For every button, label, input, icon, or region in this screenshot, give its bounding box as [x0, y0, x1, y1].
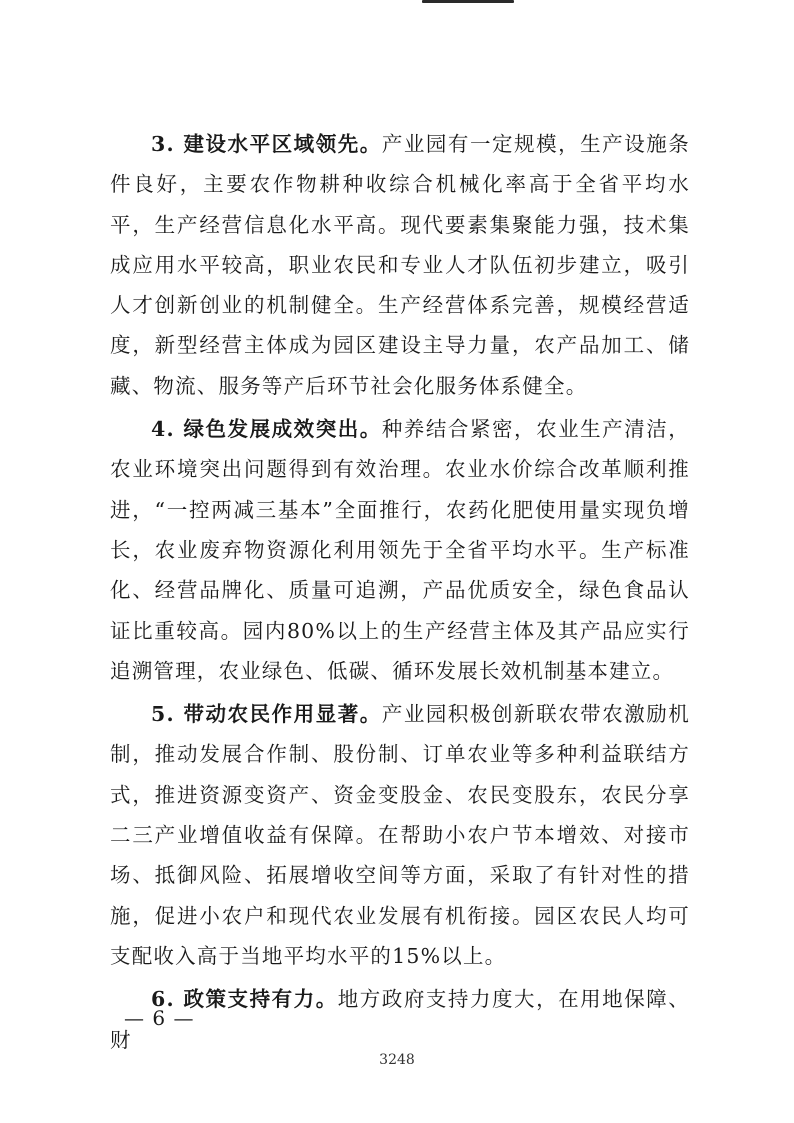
- paragraph-text: 产业园积极创新联农带农激励机制，推动发展合作制、股份制、订单农业等多种利益联结方式，推进资源变资产、资金变股金、农民变股东，农民分享二三产业增值收益有保障。在帮助小农户节本增效、对接市场、抵御风险、拓展增收空间等方面，采取了有针对性的措施，促进小农户和现代农业发展有机衔接。园区农民人均可支配收入高于当地平均水平的15%以上。: [110, 702, 690, 968]
- footer-code: 3248: [379, 1052, 415, 1068]
- paragraph-heading: 6. 政策支持有力。: [151, 987, 338, 1012]
- paragraph-construction-level: [110, 124, 690, 406]
- page-number: — 6 —: [124, 1006, 195, 1030]
- paragraph-heading: 5. 带动农民作用显著。: [151, 702, 382, 727]
- paragraph-text: 产业园有一定规模，生产设施条件良好，主要农作物耕种收综合机械化率高于全省平均水平，生产经营信息化水平高。现代要素集聚能力强，技术集成应用水平较高，职业农民和专业人才队伍初步建立，吸引人才创新创业的机制健全。生产经营体系完善，规模经营适度，新型经营主体成为园区建设主导力量，农产品加工、储藏、物流、服务等产后环节社会化服务体系健全。: [110, 132, 690, 398]
- paragraph-heading: 3. 建设水平区域领先。: [151, 132, 382, 156]
- paragraph-text: 种养结合紧密，农业生产清洁，农业环境突出问题得到有效治理。农业水价综合改革顺利推进，“一控两减三基本”全面推行，农药化肥使用量实现负增长，农业废弃物资源化利用领先于全省平均水平。生产标准化、经营品牌化、质量可追溯，产品优质安全，绿色食品认证比重较高。园内80%以上的生产经营主体及其产品应实行追溯管理，农业绿色、低碳、循环发展长效机制基本建立。: [110, 417, 690, 683]
- document-body: [110, 124, 690, 1063]
- scan-top-mark: [422, 0, 514, 3]
- paragraph-text: 地方政府支持力度大，在用地保障、财: [110, 987, 690, 1052]
- paragraph-farmer-driving: [110, 694, 690, 976]
- paragraph-heading: 4. 绿色发展成效突出。: [151, 417, 382, 442]
- paragraph-policy-support: [110, 979, 690, 1060]
- paragraph-green-development: [110, 409, 690, 691]
